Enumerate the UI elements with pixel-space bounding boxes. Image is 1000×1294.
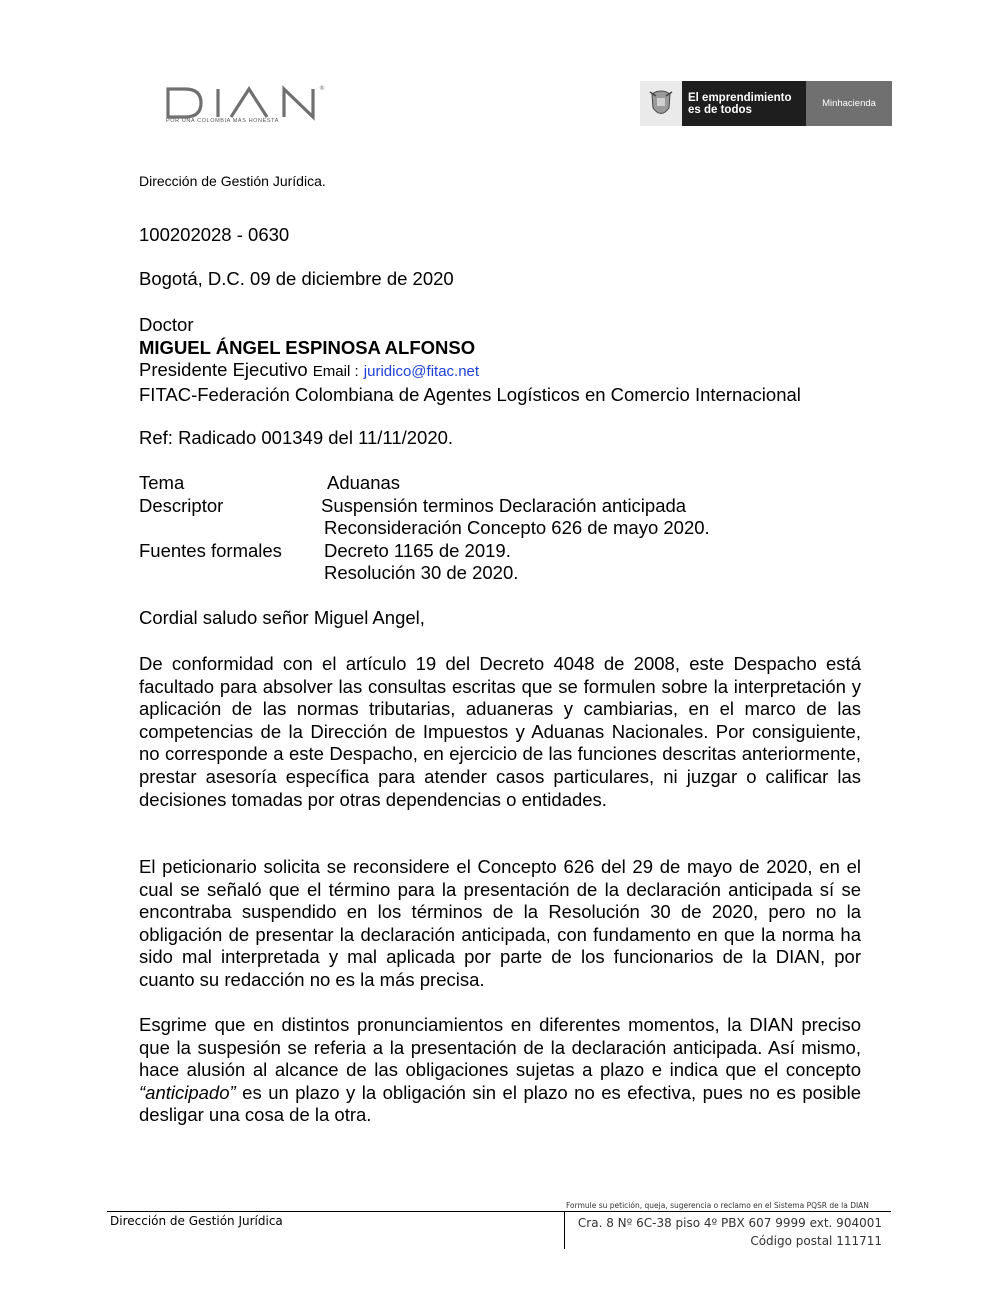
footer-divider xyxy=(107,1211,891,1212)
fuentes-value: Decreto 1165 de 2019. xyxy=(324,539,511,561)
logo-tagline: POR UNA COLOMBIA MÁS HONESTA xyxy=(166,118,279,124)
footer-vertical-divider xyxy=(564,1211,565,1249)
descriptor-value-2: Reconsideración Concepto 626 de mayo 2020. xyxy=(324,517,710,539)
meta-row-fuentes xyxy=(139,540,879,563)
slogan-line-1: El emprendimiento xyxy=(688,92,792,104)
footer-address: Cra. 8 Nº 6C-38 piso 4º PBX 607 9999 ext. 904001 xyxy=(577,1216,882,1230)
fuentes-value-2: Resolución 30 de 2020. xyxy=(324,562,519,584)
footer-office: Dirección de Gestión Jurídica xyxy=(110,1214,283,1228)
addressee-name: MIGUEL ÁNGEL ESPINOSA ALFONSO xyxy=(139,336,476,358)
government-logo xyxy=(640,81,892,126)
email-label: Email : xyxy=(312,363,359,381)
reference-number: 100202028 - 0630 xyxy=(139,224,290,245)
footer-postal-code: Código postal 111711 xyxy=(750,1234,882,1248)
tema-label: Tema xyxy=(139,472,185,493)
coat-of-arms-icon xyxy=(640,81,682,126)
email-link[interactable]: juridico@fitac.net xyxy=(363,363,480,381)
meta-row-descriptor-2 xyxy=(139,517,879,540)
fuentes-label: Fuentes formales xyxy=(139,539,282,561)
radicado-reference: Ref: Radicado 001349 del 11/11/2020. xyxy=(139,427,454,448)
footer-contact xyxy=(570,1214,882,1250)
addressee-salutation: Doctor xyxy=(139,314,194,335)
addressee-title-line xyxy=(139,359,879,384)
paragraph-arguments-part-2: es un plazo y la obligación sin el plazo no es efectiva, pues no es posible desligar una cosa de la otra. xyxy=(139,1081,861,1126)
ministry-label: Minhacienda xyxy=(806,81,892,126)
paragraph-arguments-part-1: Esgrime que en distintos pronunciamientos en diferentes momentos, la DIAN preciso que la suspesión se referia a la presentación de la declaración anticipada. Así mismo, hace alusión al alcance de las obligaciones sujetas a plazo e indica que el concepto xyxy=(139,1014,861,1081)
city-date: Bogotá, D.C. 09 de diciembre de 2020 xyxy=(139,268,454,289)
subject-metadata xyxy=(139,472,879,585)
greeting: Cordial saludo señor Miguel Angel, xyxy=(139,607,425,628)
addressee-block xyxy=(139,314,879,406)
descriptor-value: Suspensión terminos Declaración anticipada xyxy=(321,494,687,516)
government-slogan xyxy=(682,81,806,126)
paragraph-competence: De conformidad con el artículo 19 del Decreto 4048 de 2008, este Despacho está facultado para absolver las consultas escritas que se formulen sobre la interpretación y aplicación de las normas tributarias, aduaneras y cambiarias, en el marco de las competencias de la Dirección de Impuestos y Aduanas Nacionales. Por consiguiente, no corresponde a este Despacho, en ejercicio de las funciones descritas anteriormente, prestar asesoría específica para atender casos particulares, ni juzgar o calificar las decisiones tomadas por otras dependencias o entidades. xyxy=(139,653,861,810)
meta-row-descriptor xyxy=(139,495,879,518)
svg-text:®: ® xyxy=(319,85,325,92)
anticipado-emphasis: “anticipado” xyxy=(139,1081,236,1103)
paragraph-arguments xyxy=(139,1014,861,1127)
paragraph-request: El peticionario solicita se reconsidere el Concepto 626 del 29 de mayo de 2020, en el cual se señaló que el término para la presentación de la declaración anticipada sí se encontraba suspendido en los términos de la Resolución 30 de 2020, pero no la obligación de presentar la declaración anticipada, con fundamento en que la norma ha sido mal interpretada y mal aplicada por parte de los funcionarios de la DIAN, por cuanto su redacción no es la más precisa. xyxy=(139,856,861,990)
slogan-line-2: es de todos xyxy=(688,104,752,116)
addressee-organization: FITAC-Federación Colombiana de Agentes Logísticos en Comercio Internacional xyxy=(139,383,801,405)
meta-row-tema xyxy=(139,472,879,495)
footer-pqsr-note: Formule su petición, queja, sugerencia o reclamo en el Sistema PQSR de la DIAN xyxy=(566,1201,869,1210)
meta-row-fuentes-2 xyxy=(139,562,879,585)
office-line: Dirección de Gestión Jurídica. xyxy=(139,173,326,189)
tema-value: Aduanas xyxy=(327,472,401,493)
addressee-title: Presidente Ejecutivo xyxy=(139,359,308,381)
descriptor-label: Descriptor xyxy=(139,494,224,516)
